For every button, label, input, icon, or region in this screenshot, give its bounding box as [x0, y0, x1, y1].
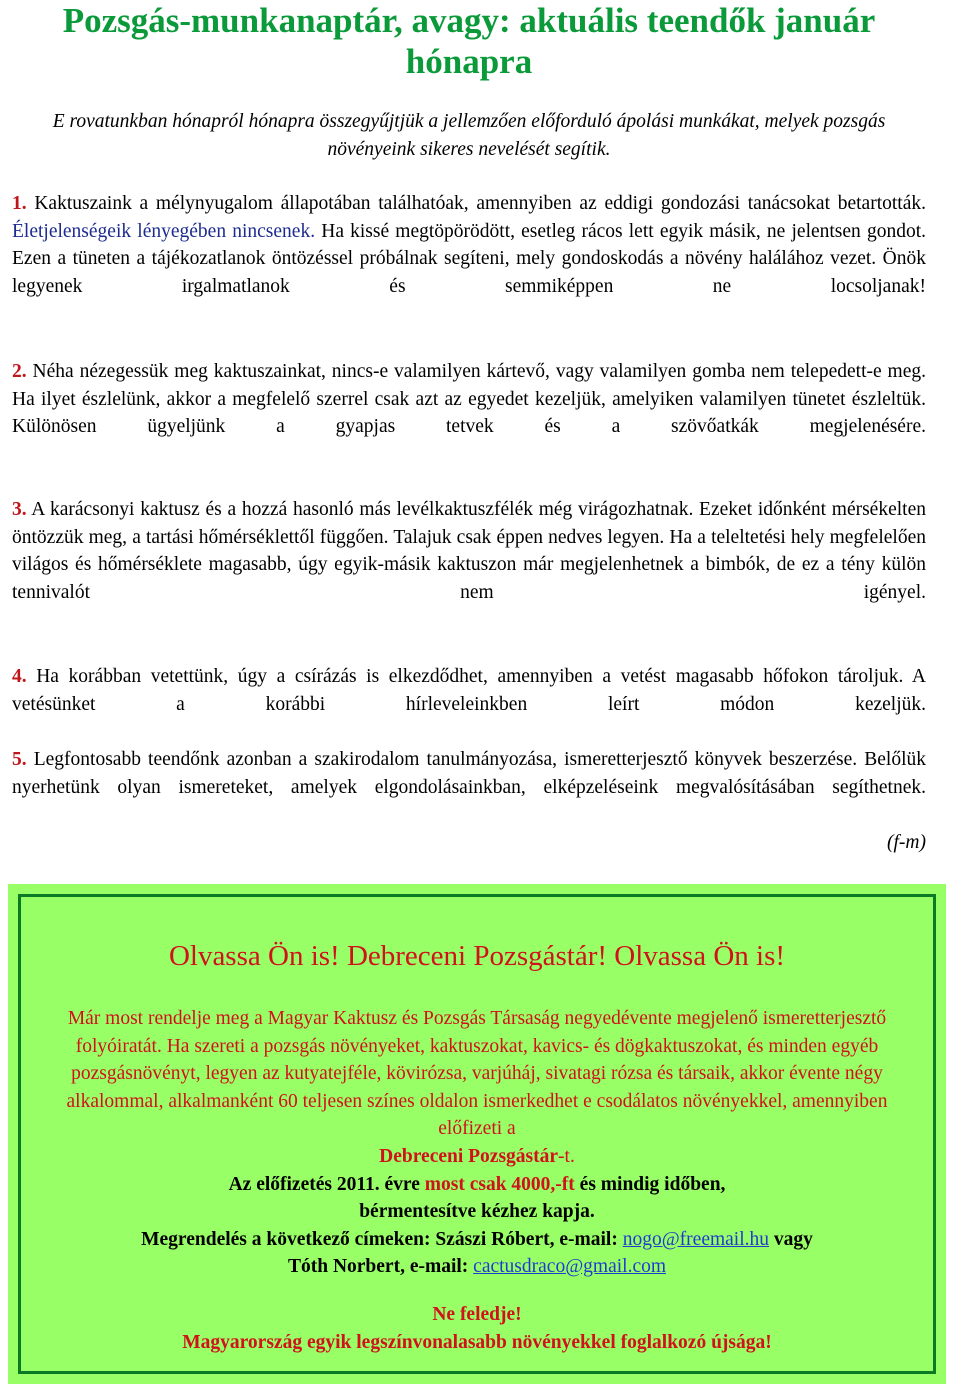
magazine-suffix: -t.	[558, 1145, 575, 1167]
magazine-name: Debreceni Pozsgástár	[379, 1145, 559, 1167]
intro-text: E rovatunkban hónapról hónapra összegyűjtjük a jellemzően előforduló ápolási munkákat, melyek pozsgás növényeink sikeres nevelését segítik.	[52, 111, 886, 160]
item-text: Kaktuszaink a mélynyugalom állapotában találhatóak, amennyiben az eddigi gondozási tanácsokat betartották.	[26, 193, 926, 214]
item-number: 3.	[12, 499, 27, 520]
subscription-text: bérmentesítve kézhez kapja.	[359, 1201, 595, 1223]
promo-body	[35, 1005, 919, 1356]
promo-text: Már most rendelje meg a Magyar Kaktusz és Pozsgás Társaság negyedévente megjelenő ismeretterjesztő folyóiratát. Ha szereti a pozsgás növényeket, kaktuszokat, kavics- és dögkaktuszokat, és minden egyéb pozsgásnövényt, legyen az kutyatejféle, kövirózsa, varjúháj, sivatagi rózsa és társaik, akkor évente négy alkalommal, alkalmanként 60 teljesen színes oldalon ismerkedhet e csodálatos növényekkel, amennyiben előfizeti a	[66, 1008, 888, 1140]
item-text: Néha nézegessük meg kaktuszainkat, nincs-e valamilyen kártevő, vagy valamilyen gomba nem telepedett-e meg. Ha ilyet észlelünk, akkor a megfelelő szerrel csak azt az egyedet kezeljük, amelyiken valamilyen tünetet észleltük. Különösen ügyeljünk a gyapjas tetvek és a szövőatkák megjelenésére.	[12, 361, 926, 438]
item-text-highlight: Életjelenségeik lényegében nincsenek.	[12, 220, 316, 242]
order-text: Megrendelés a következő címeken: Szászi Róbert, e-mail:	[141, 1228, 623, 1250]
item-1	[12, 190, 926, 328]
reminder: Ne feledje!	[432, 1303, 522, 1325]
page-title: Pozsgás-munkanaptár, avagy: aktuális teendők január hónapra	[62, 1, 876, 81]
slogan: Magyarország egyik legszínvonalasabb növényekkel foglalkozó újsága!	[182, 1331, 772, 1353]
item-number: 5.	[12, 749, 27, 770]
subscription-price: most csak 4000,-ft	[424, 1173, 575, 1195]
promo-box	[8, 884, 946, 1384]
email-link-1[interactable]: nogo@freemail.hu	[622, 1228, 770, 1250]
subscription-text: és mindig időben,	[574, 1173, 726, 1195]
item-text: Legfontosabb teendőnk azonban a szakirodalom tanulmányozása, ismeretterjesztő könyvek beszerzése. Belőlük nyerhetünk olyan ismereteket, amelyek elgondolásainkban, elképzeléseink megvalósításában segíthetnek.	[12, 749, 926, 798]
promo-title: Olvassa Ön is! Debreceni Pozsgástár! Olvassa Ön is!	[168, 940, 786, 972]
item-text: A karácsonyi kaktusz és a hozzá hasonló más levélkaktuszfélék még virágozhatnak. Ezeket időnként mérsékelten öntözzük meg, a tartási hőmérséklettől függően. Talajuk csak éppen nedves legyen. Ha a teleltetési hely megfelelően világos és hőmérséklete magasabb, úgy egyik-másik kaktuszon már megjelenhetnek a bimbók, de ez a tény külön tennivalót nem igényel.	[12, 499, 926, 603]
item-3	[12, 496, 926, 634]
item-5	[12, 746, 926, 829]
signature: (f-m)	[887, 832, 926, 853]
item-number: 2.	[12, 361, 27, 382]
item-text: Ha korábban vetettünk, úgy a csírázás is elkezdődhet, amennyiben a vetést magasabb hőfokon tároljuk. A vetésünket a korábbi hírleveleinkben leírt módon kezeljük.	[12, 666, 926, 715]
promo-box-border	[18, 894, 936, 1374]
item-number: 4.	[12, 666, 27, 687]
subscription-text: Az előfizetés 2011. évre	[228, 1173, 425, 1195]
item-text: Ha kissé megtöpörödött, esetleg rácos lett egyik másik, ne jelentsen gondot. Ezen a tüneten a tájékozatlanok öntözéssel próbálnak segíteni, mely gondoskodás a növény halálához vezet. Önök legyenek irgalmatlanok és semmiképpen ne locsoljanak!	[12, 220, 927, 297]
item-2	[12, 358, 926, 468]
item-4	[12, 663, 926, 746]
order-text: vagy	[769, 1228, 813, 1250]
order-text: Tóth Norbert, e-mail:	[287, 1256, 474, 1278]
item-number: 1.	[12, 193, 27, 214]
email-link-2[interactable]: cactusdraco@gmail.com	[473, 1256, 667, 1278]
